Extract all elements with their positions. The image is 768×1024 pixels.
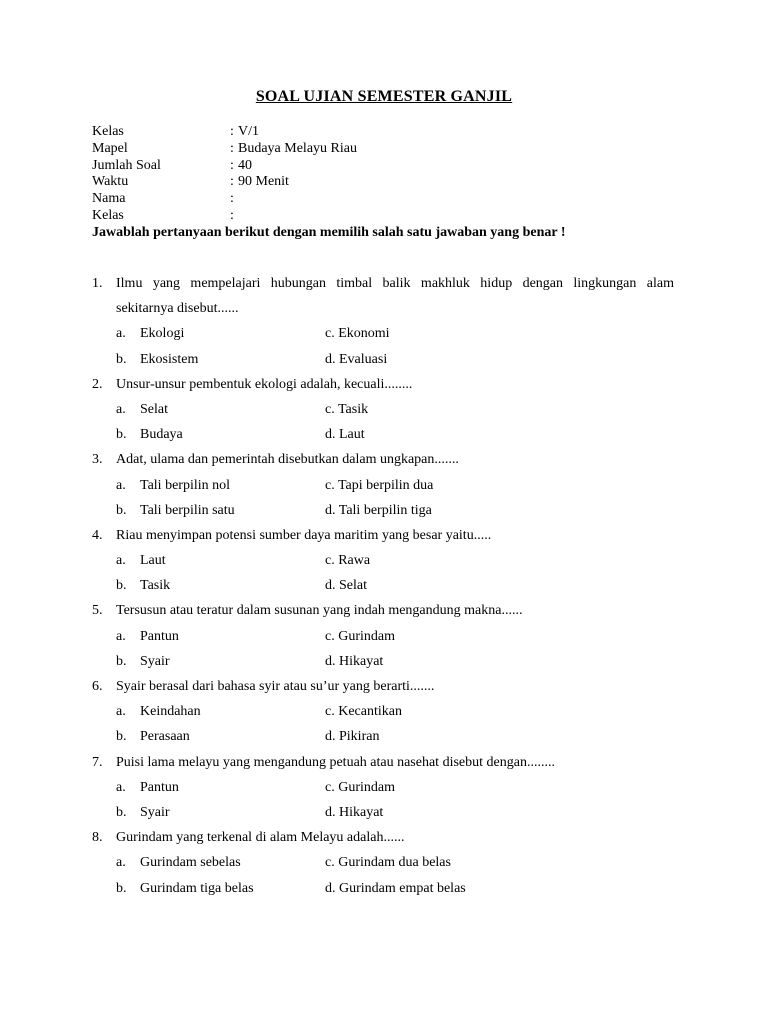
option-letter: a. xyxy=(116,779,126,795)
option-text: d. Hikayat xyxy=(325,653,384,669)
option-text: Laut xyxy=(140,553,166,569)
question-text: Syair berasal dari bahasa syir atau su’ur yang berarti....... xyxy=(116,679,435,694)
option-letter: a. xyxy=(116,553,126,569)
info-value: 90 Menit xyxy=(238,174,289,190)
question-number: 3. xyxy=(92,452,103,468)
option-text: Tali berpilin nol xyxy=(140,477,231,493)
option-letter: b. xyxy=(116,502,127,518)
option-letter: a. xyxy=(116,477,126,493)
option-text: c. Gurindam dua belas xyxy=(325,855,451,871)
info-row-jumlah-soal xyxy=(92,158,692,175)
option-text: Tasik xyxy=(140,578,171,594)
option-text: Pantun xyxy=(140,628,179,644)
option-row xyxy=(92,350,674,375)
option-row xyxy=(92,879,674,904)
info-label: Nama xyxy=(92,191,126,207)
info-label: Waktu xyxy=(92,174,129,190)
option-row xyxy=(92,425,674,450)
option-row xyxy=(92,476,674,501)
info-label: Mapel xyxy=(92,140,128,156)
option-letter: a. xyxy=(116,401,126,417)
question-text: Tersusun atau teratur dalam susunan yang indah mengandung makna...... xyxy=(116,603,523,619)
option-row xyxy=(92,501,674,526)
option-text: c. Gurindam xyxy=(325,779,395,795)
question-number: 5. xyxy=(92,603,103,619)
question-1 xyxy=(92,274,674,299)
question-number: 7. xyxy=(92,754,103,770)
option-text: d. Hikayat xyxy=(325,804,384,820)
info-row-waktu xyxy=(92,174,692,191)
info-label: Kelas xyxy=(92,124,124,139)
option-row xyxy=(92,652,674,677)
option-row xyxy=(92,627,674,652)
option-text: Tali berpilin satu xyxy=(140,502,235,518)
option-text: Gurindam sebelas xyxy=(140,855,241,871)
option-letter: b. xyxy=(116,804,127,820)
question-3 xyxy=(92,450,674,475)
question-number: 6. xyxy=(92,679,103,694)
question-1-continuation xyxy=(92,299,674,324)
option-letter: a. xyxy=(116,855,126,871)
option-text: Pantun xyxy=(140,779,179,795)
info-colon: : xyxy=(230,124,234,139)
question-text: sekitarnya disebut...... xyxy=(116,301,239,317)
question-number: 4. xyxy=(92,527,103,543)
question-5 xyxy=(92,601,674,626)
option-row xyxy=(92,853,674,878)
option-letter: a. xyxy=(116,704,126,720)
info-colon: : xyxy=(230,174,234,190)
student-info xyxy=(92,124,692,225)
info-row-nama xyxy=(92,191,692,208)
option-text: Budaya xyxy=(140,427,183,443)
option-text: Syair xyxy=(140,653,170,669)
option-text: Ekosistem xyxy=(140,351,199,367)
info-label: Kelas xyxy=(92,207,124,223)
option-text: c. Tasik xyxy=(325,401,369,417)
info-colon: : xyxy=(230,140,234,156)
option-row xyxy=(92,576,674,601)
instruction-text: Jawablah pertanyaan berikut dengan memilih salah satu jawaban yang benar ! xyxy=(92,225,566,240)
info-row-mapel xyxy=(92,141,692,158)
option-letter: a. xyxy=(116,326,126,342)
option-row xyxy=(92,324,674,349)
option-text: d. Laut xyxy=(325,427,365,443)
question-4 xyxy=(92,526,674,551)
info-colon: : xyxy=(230,157,234,173)
page-title: SOAL UJIAN SEMESTER GANJIL xyxy=(255,88,513,105)
question-text: Puisi lama melayu yang mengandung petuah atau nasehat disebut dengan........ xyxy=(116,754,555,770)
option-text: Gurindam tiga belas xyxy=(140,880,254,896)
option-text: c. Gurindam xyxy=(325,628,395,644)
option-letter: b. xyxy=(116,880,127,896)
option-text: Ekologi xyxy=(140,326,185,342)
option-row xyxy=(92,803,674,828)
option-text: d. Pikiran xyxy=(325,729,380,745)
option-text: Keindahan xyxy=(140,704,201,720)
info-row-kelas-student xyxy=(92,208,692,225)
option-text: d. Evaluasi xyxy=(325,351,388,367)
option-text: c. Kecantikan xyxy=(325,704,402,720)
question-7 xyxy=(92,753,674,778)
question-text: Gurindam yang terkenal di alam Melayu adalah...... xyxy=(116,830,405,846)
option-text: Syair xyxy=(140,804,170,820)
question-number: 8. xyxy=(92,830,103,846)
question-6 xyxy=(92,677,674,702)
question-number: 2. xyxy=(92,376,103,392)
info-row-kelas xyxy=(92,124,692,141)
option-letter: a. xyxy=(116,628,126,644)
option-letter: b. xyxy=(116,729,127,745)
option-text: d. Gurindam empat belas xyxy=(325,880,466,896)
option-row xyxy=(92,551,674,576)
question-text: Riau menyimpan potensi sumber daya maritim yang besar yaitu..... xyxy=(116,527,492,543)
option-text: d. Selat xyxy=(325,578,367,594)
question-number: 1. xyxy=(92,276,103,291)
option-row xyxy=(92,727,674,752)
info-value: V/1 xyxy=(238,124,259,139)
option-letter: b. xyxy=(116,653,127,669)
question-text: Adat, ulama dan pemerintah disebutkan dalam ungkapan....... xyxy=(116,452,459,468)
info-label: Jumlah Soal xyxy=(92,157,161,173)
question-2 xyxy=(92,375,674,400)
question-text: Ilmu yang mempelajari hubungan timbal balik makhluk hidup dengan lingkungan alam xyxy=(116,276,674,291)
question-text: Unsur-unsur pembentuk ekologi adalah, kecuali........ xyxy=(116,376,413,392)
option-letter: b. xyxy=(116,578,127,594)
option-row xyxy=(92,702,674,727)
info-colon: : xyxy=(230,191,234,207)
info-value: 40 xyxy=(238,157,252,173)
info-value: Budaya Melayu Riau xyxy=(238,140,357,156)
option-text: c. Rawa xyxy=(325,553,371,569)
question-list xyxy=(92,274,674,904)
option-row xyxy=(92,400,674,425)
option-row xyxy=(92,778,674,803)
option-text: Perasaan xyxy=(140,729,190,745)
option-text: d. Tali berpilin tiga xyxy=(325,502,432,518)
option-text: c. Tapi berpilin dua xyxy=(325,477,434,493)
option-letter: b. xyxy=(116,427,127,443)
info-colon: : xyxy=(230,207,234,223)
option-letter: b. xyxy=(116,351,127,367)
question-8 xyxy=(92,828,674,853)
option-text: Selat xyxy=(140,401,168,417)
option-text: c. Ekonomi xyxy=(325,326,390,342)
